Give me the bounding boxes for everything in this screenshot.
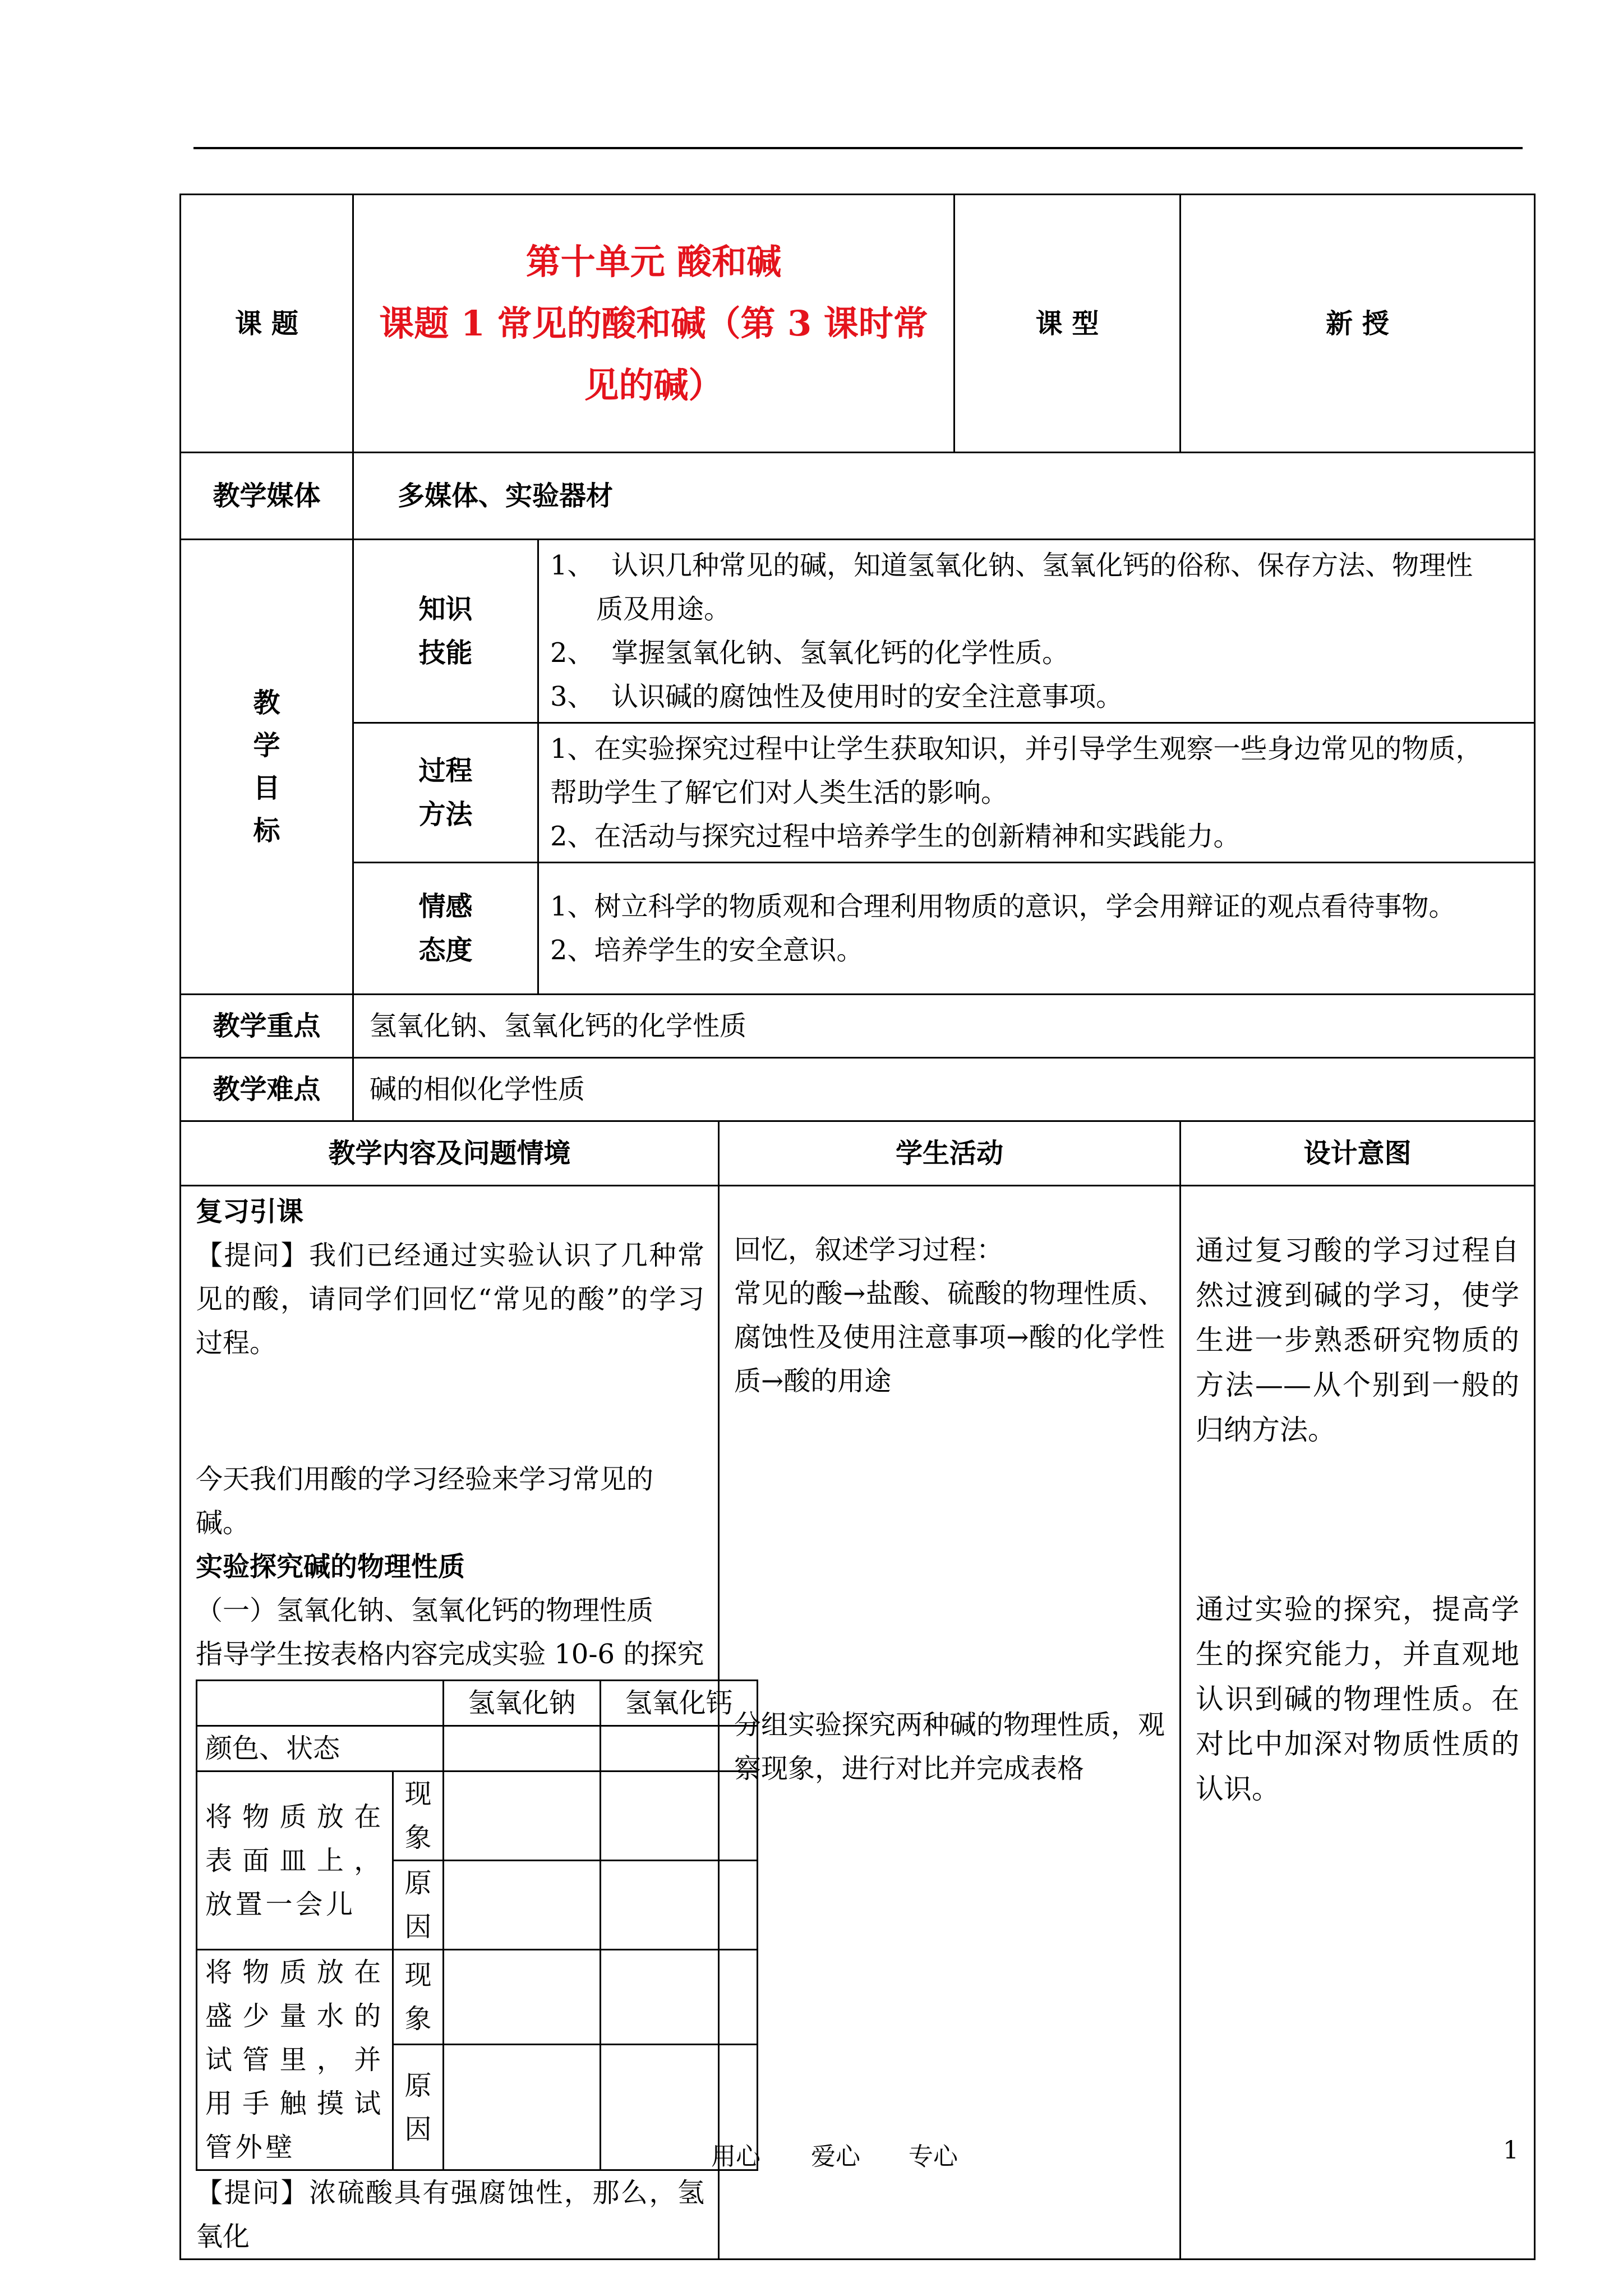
intro-text: 今天我们用酸的学习经验来学习常见的碱。 — [196, 1464, 654, 1539]
knowledge-label-line1: 知识 — [418, 593, 473, 625]
goals-char: 学 — [253, 730, 280, 761]
goal-number: 3、 — [550, 681, 594, 712]
goal-text: 认识几种常见的碱，知道氢氧化钠、氢氧化钙的俗称、保存方法、物理性 — [611, 550, 1473, 581]
type-value: 新 授 — [1181, 195, 1535, 453]
activity-cell — [719, 1186, 1181, 2260]
footer-text-3: 专心 — [909, 2142, 958, 2171]
goal-item-continued: 质及用途。 — [596, 593, 731, 625]
goal-number: 2、 — [550, 637, 594, 669]
intent-p1: 通过复习酸的学习过程自然过渡到碱的学习，使学生进一步熟悉研究物质的方法——从个别到一般的归纳方法。 — [1196, 1234, 1520, 1446]
process-label-line2: 方法 — [418, 799, 473, 830]
question-2: 【提问】浓硫酸具有强腐蚀性，那么，氢氧化 — [196, 2177, 704, 2252]
knowledge-label-line2: 技能 — [418, 637, 473, 669]
lesson-title — [353, 195, 955, 453]
activity-header: 学生活动 — [719, 1121, 1181, 1186]
intent-p2: 通过实验的探究，提高学生的探究能力，并直观地认识到碱的物理性质。在对比中加深对物质性质的认识。 — [1196, 1593, 1520, 1805]
key-point-row — [181, 995, 1535, 1058]
media-label: 教学媒体 — [181, 453, 353, 540]
content-header: 教学内容及问题情境 — [181, 1121, 719, 1186]
goal-knowledge-row — [181, 540, 1535, 723]
process-label-line1: 过程 — [418, 755, 473, 786]
experiment-table — [196, 1680, 758, 2171]
row1-phenomenon — [197, 1772, 758, 1861]
goal-item — [550, 631, 1523, 675]
emotion-line: 2、培养学生的安全意识。 — [550, 935, 864, 966]
process-line: 2、在活动与探究过程中培养学生的创新精神和实践能力。 — [550, 821, 1241, 852]
sub-heading: （一）氢氧化钠、氢氧化钙的物理性质 — [196, 1595, 654, 1626]
intent-cell — [1181, 1186, 1535, 2260]
goals-char: 标 — [253, 815, 280, 846]
goal-text: 掌握氢氧化钠、氢氧化钙的化学性质。 — [611, 637, 1069, 669]
recall-line1: 回忆，叙述学习过程： — [734, 1234, 1004, 1266]
footer-text-1: 用心 — [711, 2142, 760, 2171]
goal-emotion-row — [181, 863, 1535, 995]
color-state-label: 颜色、状态 — [197, 1726, 444, 1772]
color-state-row — [197, 1726, 758, 1772]
emotion-label-line2: 态度 — [418, 935, 473, 966]
media-row — [181, 453, 1535, 540]
row1-label: 将物质放在表面皿上，放置一会儿 — [197, 1772, 393, 1950]
experiment-guide: 指导学生按表格内容完成实验 10-6 的探究 — [196, 1639, 704, 1670]
review-heading: 复习引课 — [196, 1196, 304, 1227]
media-value: 多媒体、实验器材 — [353, 453, 1535, 540]
group-activity: 分组实验探究两种碱的物理性质，观察现象，进行对比并完成表格 — [734, 1709, 1165, 1784]
reason-label: 原因 — [393, 2045, 444, 2170]
type-label: 课 型 — [955, 195, 1181, 453]
column-header-row — [181, 1121, 1535, 1186]
difficulty-label: 教学难点 — [181, 1058, 353, 1121]
content-row — [181, 1186, 1535, 2260]
explore-heading: 实验探究碱的物理性质 — [196, 1551, 465, 1582]
row2-label: 将物质放在盛少量水的试管里，并用手触摸试管外壁 — [197, 1950, 393, 2170]
emotion-label — [353, 863, 538, 995]
header-rule — [193, 147, 1523, 149]
key-point-value: 氢氧化钠、氢氧化钙的化学性质 — [353, 995, 1535, 1058]
lesson-plan-table — [179, 194, 1536, 2260]
knowledge-goals — [538, 540, 1535, 723]
question-1: 【提问】我们已经通过实验认识了几种常见的酸，请同学们回忆“常见的酸”的学习过程。 — [196, 1240, 704, 1359]
key-point-label: 教学重点 — [181, 995, 353, 1058]
content-cell — [181, 1186, 733, 2260]
goals-label — [181, 540, 353, 995]
goals-char: 教 — [253, 687, 280, 719]
emotion-line: 1、树立科学的物质观和合理利用物质的意识，学会用辩证的观点看待事物。 — [550, 891, 1456, 922]
difficulty-row — [181, 1058, 1535, 1121]
caoh2-header: 氢氧化钙 — [601, 1681, 758, 1726]
process-label — [353, 723, 538, 863]
row2-phenomenon — [197, 1950, 758, 2045]
footer-text-2: 爱心 — [811, 2142, 860, 2171]
process-line: 帮助学生了解它们对人类生活的影响。 — [550, 777, 1008, 808]
intent-header: 设计意图 — [1181, 1121, 1535, 1186]
course-label: 课 题 — [181, 195, 353, 453]
emotion-goals — [538, 863, 1535, 995]
goal-text: 认识碱的腐蚀性及使用时的安全注意事项。 — [611, 681, 1123, 712]
goals-char: 目 — [253, 772, 280, 804]
title-row — [181, 195, 1535, 453]
difficulty-value: 碱的相似化学性质 — [353, 1058, 1535, 1121]
phenomenon-label: 现象 — [393, 1950, 444, 2045]
goal-item — [550, 544, 1523, 587]
lesson-title-line2: 课题 1 常见的酸和碱（第 3 课时常 — [379, 302, 928, 344]
goal-item — [550, 675, 1523, 719]
process-line: 1、在实验探究过程中让学生获取知识，并引导学生观察一些身边常见的物质， — [550, 733, 1483, 765]
process-goals — [538, 723, 1535, 863]
naoh-header: 氢氧化钠 — [444, 1681, 601, 1726]
lesson-title-line3: 见的碱） — [584, 364, 723, 406]
knowledge-label — [353, 540, 538, 723]
recall-line2: 常见的酸→盐酸、硫酸的物理性质、腐蚀性及使用注意事项→酸的化学性质→酸的用途 — [734, 1278, 1165, 1397]
emotion-label-line1: 情感 — [418, 891, 473, 922]
experiment-header-row — [197, 1681, 758, 1726]
unit-title: 第十单元 酸和碱 — [525, 241, 782, 282]
goal-number: 1、 — [550, 550, 594, 581]
page-number: 1 — [1503, 2136, 1519, 2165]
goal-process-row — [181, 723, 1535, 863]
reason-label: 原因 — [393, 1861, 444, 1950]
phenomenon-label: 现象 — [393, 1772, 444, 1861]
